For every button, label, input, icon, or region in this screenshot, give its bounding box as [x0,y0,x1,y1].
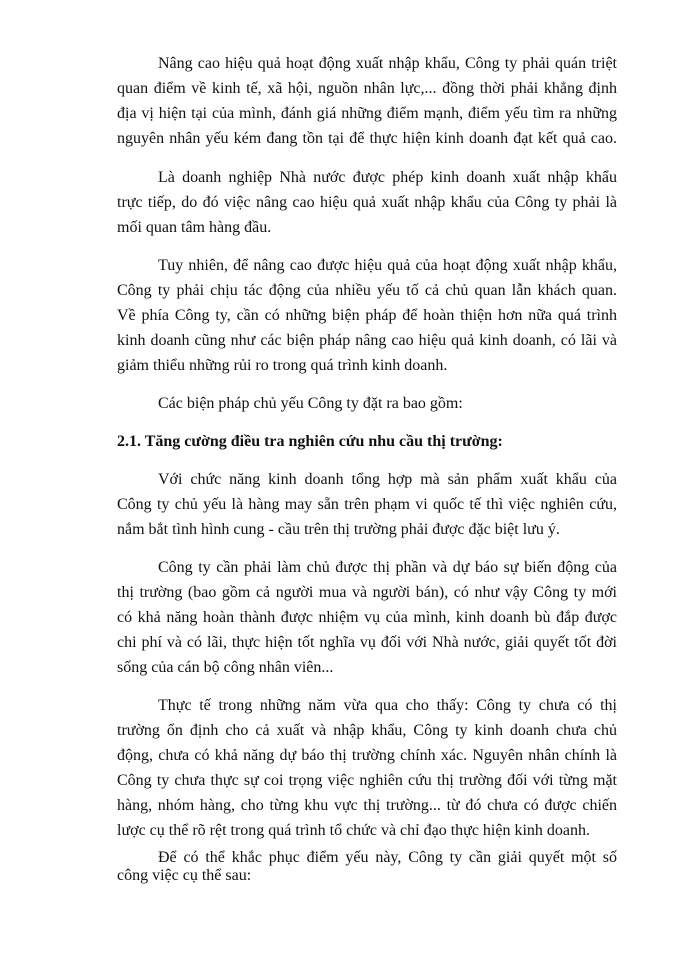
text-line: Tuy nhiên, để nâng cao được hiệu quả của hoạt động xuất nhập khẩu, [158,257,617,274]
text-line: nguyên nhân yếu kém đang tồn tại để thực hiện kinh doanh đạt kết quả cao. [117,130,617,147]
text-line: Về phía Công ty, cần có những biện pháp để hoàn thiện hơn nữa quá trình [117,307,617,324]
text-line: nắm bắt tình hình cung - cầu trên thị trường phải được đặc biệt lưu ý. [117,521,560,538]
text-line: trường ổn định cho cả xuất và nhập khẩu, Công ty kinh doanh chưa chủ [117,722,617,739]
text-line: sống của cán bộ công nhân viên... [117,659,334,676]
text-line: Thực tế trong những năm vừa qua cho thấy: Công ty chưa có thị [158,697,617,714]
text-line: Với chức năng kinh doanh tổng hợp mà sản phẩm xuất khẩu của [158,471,617,488]
text-line: Là doanh nghiệp Nhà nước được phép kinh doanh xuất nhập khẩu [158,169,617,186]
text-line: hàng, nhóm hàng, cho từng khu vực thị trường... từ đó chưa có được chiến [117,797,617,814]
text-line: chi phí và có lãi, thực hiện tốt nghĩa vụ đối với Nhà nước, giải quyết tốt đời [117,634,617,651]
text-line: kinh doanh cũng như các biện pháp nâng cao hiệu quả kinh doanh, có lãi và [117,332,617,349]
text-line: lược cụ thể rõ rệt trong quá trình tổ chức và chỉ đạo thực hiện kinh doanh. [117,822,591,839]
text-line: công việc cụ thể sau: [117,867,252,884]
text-line: Công ty phải chịu tác động của nhiều yếu tố cả chủ quan lẫn khách quan. [117,282,617,299]
text-line: Để có thể khắc phục điểm yếu này, Công ty cần giải quyết một số [158,849,617,866]
text-line: có khả năng hoàn thành được nhiệm vụ của mình, kinh doanh bù đắp được [117,609,617,626]
text-line: Nâng cao hiệu quả hoạt động xuất nhập khẩu, Công ty phải quán triệt [158,55,617,72]
text-line: động, chưa có khả năng dự báo thị trường chính xác. Nguyên nhân chính là [117,747,617,764]
section-heading: 2.1. Tăng cường điều tra nghiên cứu nhu cầu thị trường: [117,433,503,450]
text-line: Công ty chưa thực sự coi trọng việc nghiên cứu thị trường đối với từng mặt [117,772,617,789]
text-line: trực tiếp, do đó việc nâng cao hiệu quả xuất nhập khẩu của Công ty phải là [117,194,617,211]
text-line: giảm thiểu những rủi ro trong quá trình kinh doanh. [117,357,448,374]
text-line: Các biện pháp chủ yếu Công ty đặt ra bao gồm: [158,395,463,412]
text-line: Công ty cần phải làm chủ được thị phần và dự báo sự biến động của [158,559,617,576]
text-line: quan điểm về kinh tế, xã hội, nguồn nhân lực,... đồng thời phải khẳng định [117,80,617,97]
text-line: Công ty chủ yếu là hàng may sẵn trên phạm vi quốc tế thì việc nghiên cứu, [117,496,617,513]
text-line: mối quan tâm hàng đầu. [117,219,272,236]
text-line: địa vị hiện tại của mình, đánh giá những điểm mạnh, điểm yếu tìm ra những [117,105,617,122]
text-line: thị trường (bao gồm cả người mua và người bán), có như vậy Công ty mới [117,584,617,601]
